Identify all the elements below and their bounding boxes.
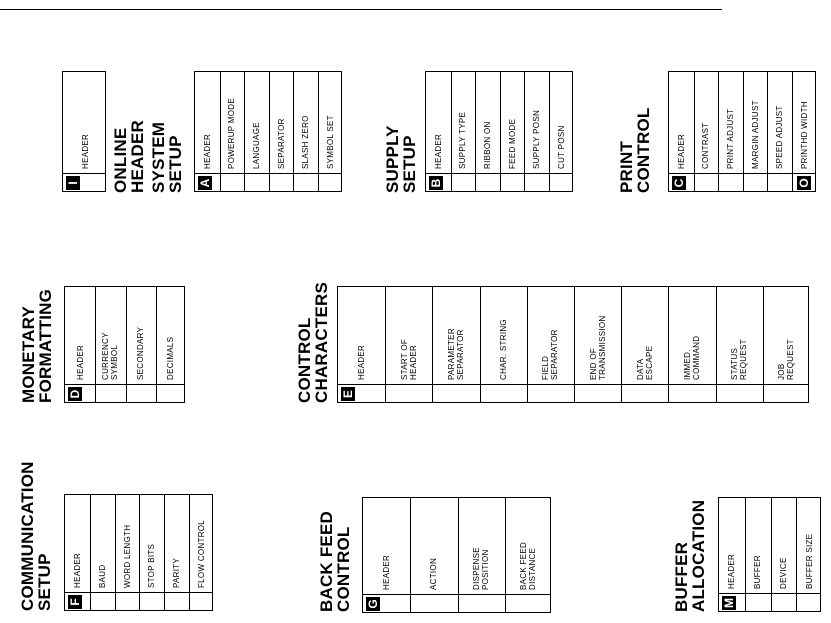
packet-letter: F [68, 595, 82, 609]
packet-id-row [363, 594, 550, 612]
field-label [727, 554, 736, 589]
packet-title [318, 511, 352, 612]
field-label [301, 115, 310, 169]
field-label-line: CURRENCY [101, 332, 111, 380]
field-label-line: ACTION [429, 557, 439, 590]
field-label-line: RIBBON ON [483, 121, 492, 169]
field-label-line: BAUD [97, 564, 107, 588]
packet-title-line: ONLINE [111, 127, 130, 193]
field-label-line: DATA [635, 358, 645, 380]
packet-title-line: BACK FEED [317, 511, 336, 612]
field-label-line: FIELD [541, 355, 551, 380]
field-label-line: START OF [399, 338, 409, 380]
packet-title-line: MONETARY [19, 306, 38, 403]
top-rule [0, 9, 722, 10]
packet-box [337, 286, 809, 403]
packet-box [62, 71, 106, 192]
packet-box [362, 497, 551, 613]
field-label-line: POSITION [481, 549, 491, 590]
packet-box [668, 71, 816, 192]
field-label [730, 339, 748, 380]
packet-letter: E [341, 387, 355, 401]
field-label-line: CHAR. STRING [498, 319, 508, 380]
packet-box [64, 494, 213, 611]
field-label [203, 134, 212, 169]
field-label-line: JOB [777, 363, 787, 380]
field-label-line: TRANSMISSION [597, 315, 607, 380]
field-label-line: LANGUAGE [252, 122, 261, 169]
field-label-line: END OF [588, 347, 598, 380]
packet-box [718, 497, 821, 612]
field-label [541, 329, 559, 380]
field-label-line: SEPARATOR [550, 329, 560, 380]
packet-id-row [719, 593, 820, 611]
field-label [458, 112, 467, 169]
packet-title-line: BUFFER [672, 541, 691, 612]
field-label-line: SEPARATOR [456, 329, 465, 380]
packet-title-line: PRINT [617, 141, 636, 193]
field-label [636, 346, 654, 380]
field-label-line: HEADER [382, 554, 392, 590]
field-label-line: HEADER [408, 344, 418, 380]
field-label [751, 100, 760, 169]
field-label-line: CUT POSN [556, 125, 566, 169]
field-label [483, 121, 492, 169]
field-label-line: HEADER [727, 553, 737, 589]
field-label [326, 115, 335, 169]
packet-title [19, 461, 53, 611]
packet-title-line: SETUP [35, 553, 54, 611]
field-label-line: POWERUP MODE [227, 97, 237, 169]
field-label [434, 134, 443, 169]
packet-title-line: CONTROL [634, 107, 653, 193]
field-label [447, 328, 465, 380]
packet-id-row [338, 384, 808, 402]
packet-title [618, 108, 652, 193]
field-label-line: BUFFER SIZE [804, 533, 814, 589]
field-label [382, 555, 391, 590]
field-label-line: HEADER [202, 133, 212, 169]
field-label [775, 105, 784, 169]
field-label [197, 520, 206, 588]
field-label-line: DISTANCE [528, 547, 538, 590]
field-label-line: HEADER [72, 552, 82, 588]
field-label [499, 319, 508, 380]
field-label-line: IMMED. [683, 349, 692, 380]
packet-letter: B [429, 176, 443, 190]
field-label-line: SECONDARY [136, 326, 146, 380]
packet-letter: D [68, 387, 82, 401]
field-label [227, 98, 236, 169]
packet-title-line: FORMATTING [36, 288, 55, 403]
field-label-line: REQUEST [739, 339, 749, 380]
field-label-line: HEADER [676, 133, 686, 169]
packet-box [194, 71, 342, 192]
packet-id-row [195, 173, 341, 191]
packet-title-line: SETUP [166, 135, 185, 193]
packet-id-row [65, 592, 212, 610]
packet-id-row [669, 173, 815, 191]
field-label-line: STOP BITS [147, 543, 157, 588]
field-label [472, 547, 490, 590]
packet-letter: C [672, 176, 686, 190]
field-label-line: DISPENSE [472, 547, 482, 590]
field-label [800, 101, 809, 169]
packet-box [425, 71, 573, 192]
field-label [123, 525, 132, 588]
field-label [557, 125, 566, 169]
field-label-line: PARITY [172, 557, 182, 588]
packet-title [673, 500, 707, 612]
packet-id-row [65, 384, 184, 402]
field-label [701, 123, 710, 169]
packet-letter: M [722, 598, 736, 608]
packet-title [150, 122, 184, 193]
field-label-line: CONTRAST [701, 122, 711, 169]
field-label [172, 558, 181, 588]
packet-title-line: SUPPLY [383, 125, 402, 193]
field-label-line: DECIMALS [166, 336, 176, 380]
field-label-line: HEADER [80, 133, 90, 169]
packet-title-line: SYSTEM [149, 121, 168, 193]
field-label-line: COMMAND [692, 335, 701, 380]
field-label [252, 122, 261, 169]
field-label [81, 134, 90, 169]
packet-letter: I [66, 176, 80, 190]
field-label-line: PRINT ADJUST [726, 108, 735, 169]
field-label-line: FEED MODE [507, 118, 517, 169]
packet-title [20, 289, 54, 403]
field-label-line: PRINTHD WIDTH [799, 101, 809, 169]
field-label-line: HEADER [433, 133, 443, 169]
field-label-line: BUFFER [753, 555, 763, 589]
packet-title-line: SETUP [400, 135, 419, 193]
field-label [101, 332, 119, 380]
field-label [98, 565, 107, 588]
field-label [400, 339, 418, 380]
field-label [166, 337, 175, 380]
field-label [683, 336, 701, 380]
packet-title [112, 120, 146, 193]
packet-id-row [63, 173, 105, 191]
field-label-line: STATUS [730, 347, 740, 380]
field-label [532, 110, 541, 169]
field-label-line: WORD LENGTH [122, 524, 132, 588]
field-label-line: DEVICE [778, 557, 788, 589]
field-label-line: SYMBOL [110, 344, 120, 380]
field-label-line: SPEED ADJUST [775, 105, 785, 169]
field-label [76, 345, 85, 380]
packet-box [64, 286, 185, 403]
field-label-line: ESCAPE [644, 345, 654, 380]
packet-letter: G [366, 597, 380, 611]
field-label [73, 553, 82, 588]
field-label [589, 316, 607, 381]
packet-id-row [426, 173, 572, 191]
packet-title-line: CHARACTERS [312, 282, 331, 403]
field-label [726, 109, 735, 169]
field-label-line: SUPPLY POSN [532, 109, 542, 169]
field-label-line: SEPARATOR [276, 118, 286, 169]
packet-title-line: ALLOCATION [689, 499, 708, 612]
packet-title-line: COMMUNICATION [18, 461, 37, 611]
field-label [357, 345, 366, 380]
field-label-line: SLASH ZERO [301, 115, 311, 169]
packet-letter: A [198, 176, 212, 190]
field-label-line: REQUEST [786, 339, 796, 380]
field-label-line: BACK FEED [519, 541, 529, 590]
field-label [136, 327, 145, 380]
packet-title-line: CONTROL [334, 526, 353, 612]
field-label [147, 544, 156, 588]
field-label [677, 134, 686, 169]
field-label [277, 118, 286, 169]
field-label [508, 119, 517, 169]
field-label [805, 534, 814, 589]
packet-title-line: HEADER [128, 120, 147, 193]
packet-title-line: CONTROL [295, 317, 314, 403]
field-label [779, 557, 788, 589]
field-label-line: SYMBOL SET [325, 115, 335, 169]
field-label-line: HEADER [75, 344, 85, 380]
field-label-line: HEADER [357, 344, 367, 380]
field-label-line: SUPPLY TYPE [458, 111, 468, 169]
packet-title [296, 282, 330, 403]
packet-title [384, 125, 418, 193]
field-label [429, 558, 438, 590]
field-label [519, 542, 537, 590]
field-label [777, 339, 795, 380]
packet-end-letter: O [797, 176, 811, 190]
field-label [753, 555, 762, 589]
field-label-line: MARGIN ADJUST [750, 100, 760, 169]
field-label-line: FLOW CONTROL [196, 519, 206, 588]
field-label-line: PARAMETER [447, 328, 456, 380]
